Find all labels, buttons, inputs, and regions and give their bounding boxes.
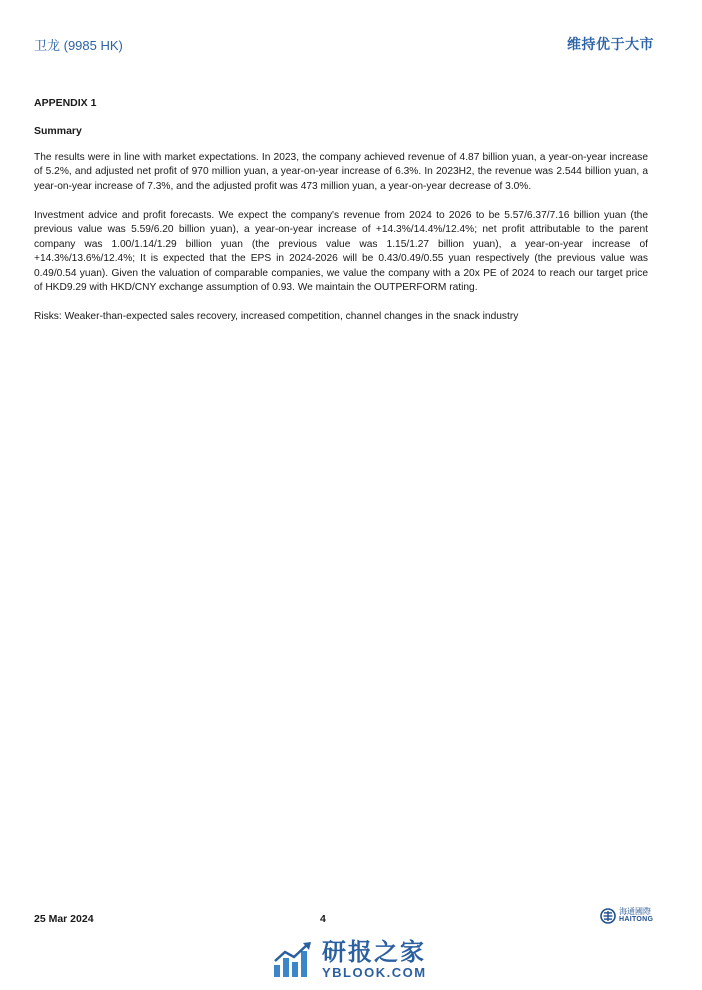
page-number: 4 — [320, 913, 326, 925]
header-company-ticker: 卫龙 (9985 HK) — [34, 38, 123, 53]
summary-heading: Summary — [34, 125, 82, 138]
forecast-paragraph: Investment advice and profit forecasts. We expect the company's revenue from 2024 to 2026 to be 5.57/6.37/7.16 billion yuan (the previous value was 5.59/6.20 billion yuan), a year-on-year increase of +14.3%/14.4%/12.4%; net profit attributable to the parent company was 1.00/1.14/1.29 billion yuan (the previous value was 1.15/1.27 billion yuan), a year-on-year increase of +14.3%/13.6%/12.4%; It is expected that the EPS in 2024-2026 will be 0.43/0.49/0.55 yuan respectively (the previous value was 0.49/0.54 yuan). Given the valuation of comparable companies, we value the company with a 20x PE of 2024 to reach our target price of HKD9.29 with HKD/CNY exchange assumption of 0.93. We maintain the OUTPERFORM rating. — [34, 210, 648, 294]
header-rating: 维持优于大市 — [567, 36, 654, 52]
bar-chart-logo-icon — [272, 941, 314, 979]
haitong-emblem-icon — [600, 908, 616, 924]
report-body — [34, 96, 648, 340]
yblook-watermark — [272, 940, 427, 980]
logo-chinese-text: 海通國際 — [619, 907, 651, 916]
footer-date: 25 Mar 2024 — [34, 913, 94, 925]
logo-english-text: HAITONG — [619, 916, 654, 923]
results-paragraph: The results were in line with market expectations. In 2023, the company achieved revenue of 4.87 billion yuan, a year-on-year increase of 5.2%, and adjusted net profit of 970 million yuan, a year-on-year increase of 6.3%. In 2023H2, the revenue was 2.544 billion yuan, a year-on-year increase of 7.3%, and the adjusted profit was 473 million yuan, a year-on-year decrease of 3.0%. — [34, 151, 648, 192]
appendix-heading: APPENDIX 1 — [34, 97, 97, 109]
risks-paragraph: Risks: Weaker-than-expected sales recovery, increased competition, channel changes in the snack industry — [34, 311, 519, 323]
watermark-chinese-text: 研报之家 — [322, 939, 426, 966]
haitong-logo — [600, 908, 653, 924]
watermark-url-text: YBLOOK.COM — [322, 965, 427, 980]
